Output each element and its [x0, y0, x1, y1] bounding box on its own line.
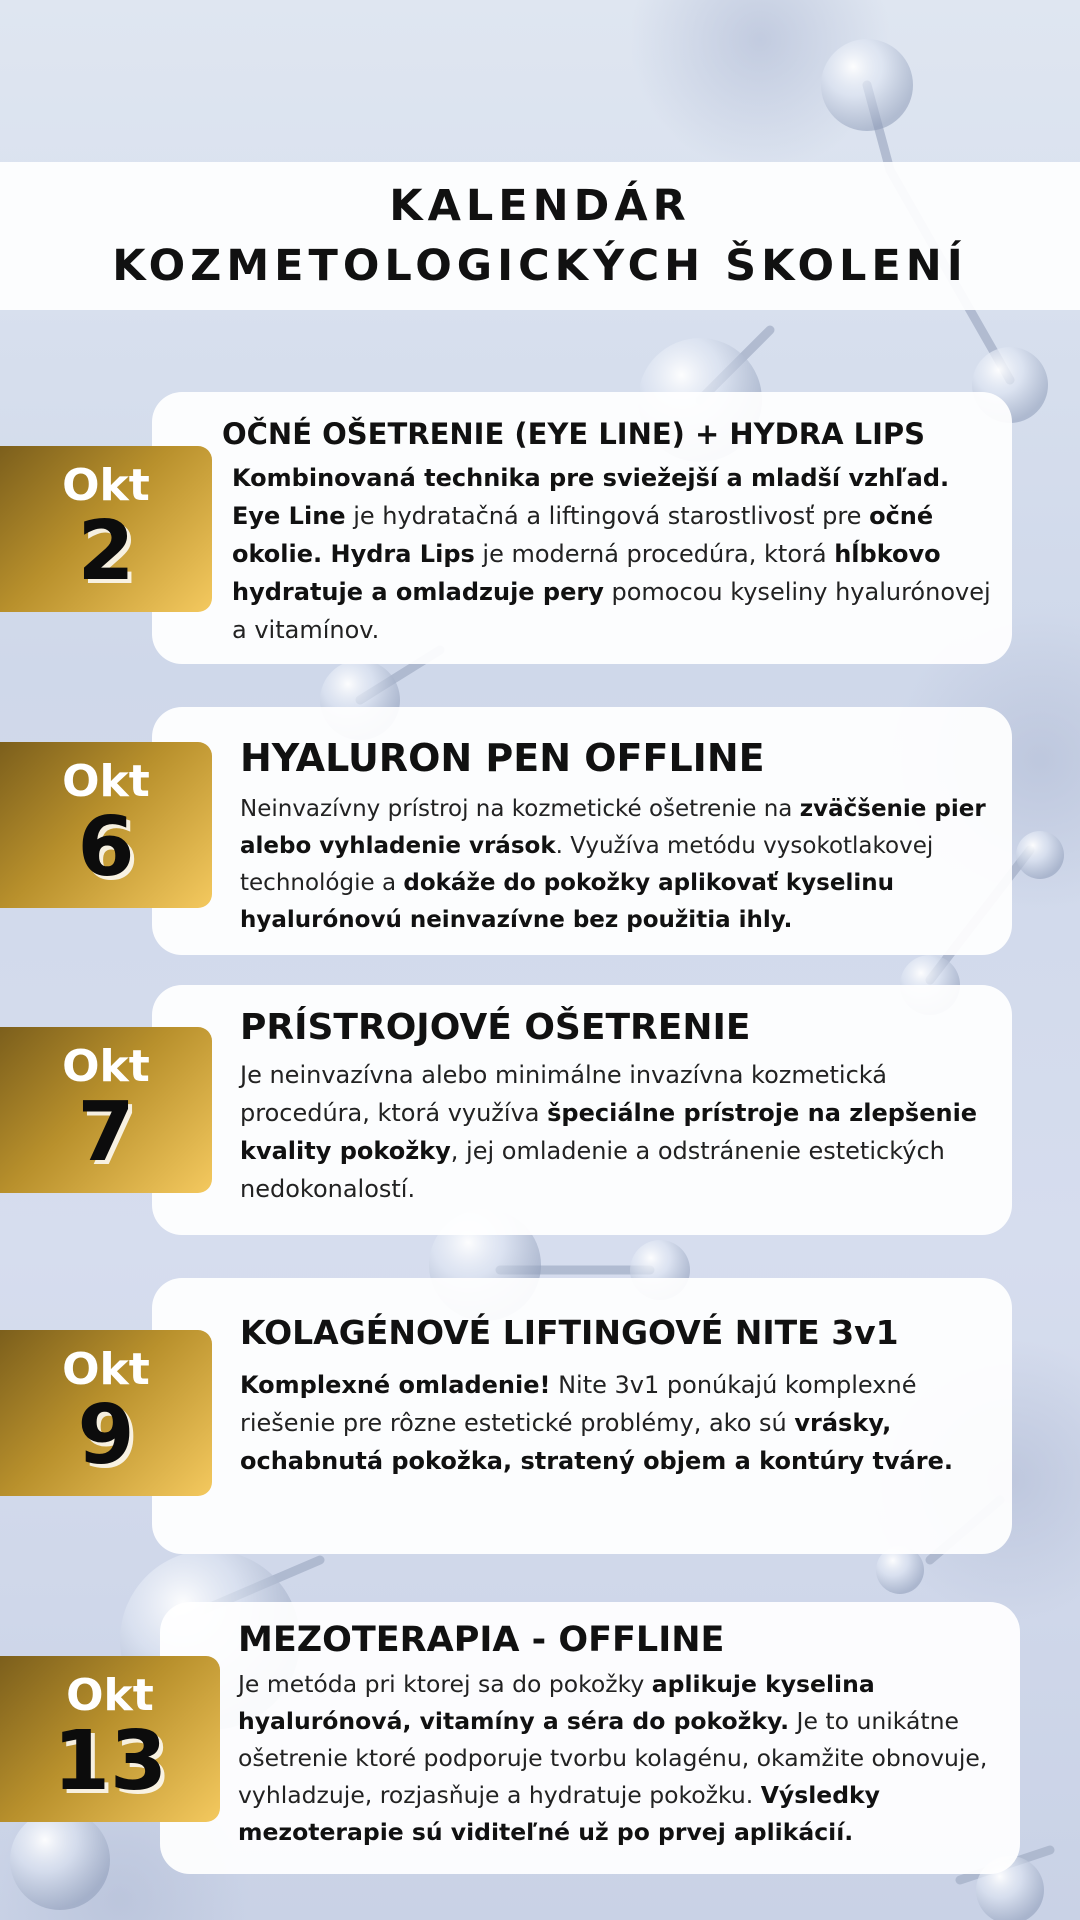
date-day: 9 [77, 1388, 135, 1483]
date-month: Okt [62, 1041, 150, 1092]
date-day: 6 [77, 800, 135, 895]
body-text: , jej omladenie a odstránenie estetických nedokonalostí. [240, 1137, 945, 1204]
event-card-3 [152, 985, 1012, 1235]
emphasis-text: vrásky, ochabnutá pokožka, stratený objem a kontúry tváre. [240, 1408, 953, 1475]
body-text: Nite 3v1 ponúkajú komplexné riešenie pre rôzne estetické problémy, ako sú [240, 1370, 917, 1437]
event-card-1 [152, 392, 1012, 664]
event-description [232, 459, 992, 649]
event-card-4 [152, 1278, 1012, 1554]
body-text: je moderná procedúra, ktorá [474, 540, 835, 569]
date-month: Okt [62, 1344, 150, 1395]
title-band [0, 162, 1080, 310]
emphasis-text: očné okolie. Hydra Lips [232, 502, 934, 569]
event-date-5 [0, 1656, 220, 1822]
date-day: 2 [77, 504, 135, 599]
emphasis-text: Eye Line [232, 502, 346, 531]
event-description [240, 1056, 992, 1208]
body-text: Je metóda pri ktorej sa do pokožky [238, 1670, 652, 1699]
event-date-2 [0, 742, 212, 908]
event-description [240, 791, 992, 939]
event-description [238, 1666, 1000, 1851]
event-card-5 [160, 1602, 1020, 1874]
date-month: Okt [62, 460, 150, 511]
emphasis-text: špeciálne prístroje na zlepšenie kvality pokožky [240, 1099, 978, 1166]
body-text: Je to unikátne ošetrenie ktoré podporuje tvorbu kolagénu, okamžite obnovuje, vyhladzuje, rozjasňuje a hydratuje pokožku. [238, 1707, 988, 1810]
event-heading: KOLAGÉNOVÉ LIFTINGOVÉ NITE 3v1 [240, 1313, 899, 1352]
event-date-3 [0, 1027, 212, 1193]
emphasis-text: Komplexné omladenie! [240, 1370, 551, 1399]
event-heading: OČNÉ OŠETRENIE (EYE LINE) + HYDRA LIPS [222, 417, 926, 451]
body-text: Neinvazívny prístroj na kozmetické ošetrenie na [240, 795, 800, 822]
body-text: . Využíva metódu vysokotlakovej technológie a [240, 832, 934, 896]
emphasis-text: hĺbkovo hydratuje a omladzuje pery [232, 540, 941, 607]
page-title: KALENDÁR KOZMETOLOGICKÝCH ŠKOLENÍ [112, 181, 968, 291]
emphasis-text: Kombinovaná technika pre sviežejší a mladší vzhľad. [232, 464, 950, 493]
event-date-1 [0, 446, 212, 612]
body-text: Je neinvazívna alebo minimálne invazívna kozmetická procedúra, ktorá využíva [240, 1061, 887, 1128]
emphasis-text: dokáže do pokožky aplikovať kyselinu hyalurónovú neinvazívne bez použitia ihly. [240, 869, 894, 933]
date-month: Okt [66, 1670, 154, 1721]
event-card-2 [152, 707, 1012, 955]
emphasis-text: Výsledky mezoterapie sú viditeľné už po prvej aplikácií. [238, 1781, 880, 1847]
date-day: 7 [77, 1085, 135, 1180]
date-day: 13 [52, 1714, 168, 1809]
event-heading: MEZOTERAPIA - OFFLINE [238, 1620, 725, 1660]
body-text: pomocou kyseliny hyalurónovej a vitamínov. [232, 578, 991, 645]
emphasis-text: aplikuje kyselina hyalurónová, vitamíny a séra do pokožky. [238, 1670, 875, 1736]
body-text: je hydratačná a liftingová starostlivosť pre [345, 502, 870, 531]
event-heading: HYALURON PEN OFFLINE [240, 736, 765, 780]
event-heading: PRÍSTROJOVÉ OŠETRENIE [240, 1007, 751, 1048]
emphasis-text: zväčšenie pier alebo vyhladenie vrások [240, 795, 986, 859]
date-month: Okt [62, 756, 150, 807]
event-description [240, 1366, 992, 1480]
event-date-4 [0, 1330, 212, 1496]
